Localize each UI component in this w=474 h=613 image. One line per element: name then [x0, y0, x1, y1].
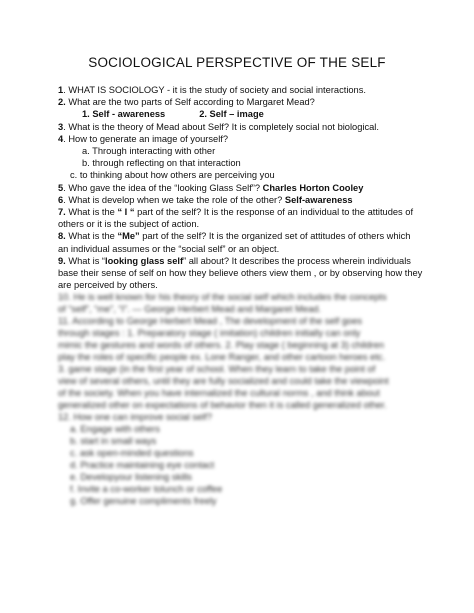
- part-image: 2. Self – image: [199, 109, 264, 120]
- blurred-line: through stages : 1. Preparatory stage ( imitation) children initially can only: [58, 328, 361, 339]
- blurred-line: e. Developyour listening skills: [70, 472, 192, 483]
- blurred-line: g. Offer genuine compliments freely: [70, 496, 217, 507]
- self-parts: [58, 108, 423, 120]
- question-8: 8. What is the “Me” part of the self? It is the organized set of attitudes of others which an individual assumes or the “social self” or an object.: [58, 231, 411, 254]
- part-awareness: 1. Self - awareness: [82, 109, 166, 120]
- question-9: 9. What is “looking glass self” all about? It describes the process wherein individuals base their sense of self on how they believe others view them , or by observing how they are perceived by others.: [58, 255, 423, 291]
- blurred-line: of “self”, “me”, “I”. — George Herbert Mead and Margaret Mead.: [58, 304, 321, 315]
- blurred-line: a. Engage with others: [70, 424, 160, 435]
- document-body: [58, 84, 423, 507]
- question-4: 4. How to generate an image of yourself?: [58, 133, 229, 144]
- blurred-line: of the society. When you have internalized the cultural norms , and think about: [58, 388, 380, 399]
- blurred-line: 10. He is well known for his theory of the social self which includes the concepts: [58, 292, 387, 303]
- blurred-line: f. Invite a co-worker tolunch or coffee: [70, 484, 223, 495]
- blurred-line: mimic the gestures and words of others. 2. Play stage ( beginning at 3) children: [58, 340, 385, 351]
- blurred-line: c. ask open-minded questions: [70, 448, 194, 459]
- blurred-line: 12. How one can improve social self?: [58, 412, 212, 423]
- question-5: 5. Who gave the idea of the “looking Glass Self”? Charles Horton Cooley: [58, 182, 364, 193]
- blurred-line: 3. game stage (in the first year of school. When they learn to take the point of: [58, 364, 376, 375]
- blurred-section: [58, 291, 423, 507]
- question-6: 6. What is develop when we take the role of the other? Self-awareness: [58, 194, 353, 205]
- blurred-line: b. start in small ways: [70, 436, 157, 447]
- question-1: 1. WHAT IS SOCIOLOGY - it is the study of society and social interactions.: [58, 85, 366, 95]
- blurred-line: d. Practice maintaining eye contact: [70, 460, 215, 471]
- blurred-line: generalized other on expectations of behavior then it is called generalized other.: [58, 400, 387, 411]
- blurred-line: 11. According to George Herbert Mead , The development of the self goes: [58, 316, 363, 327]
- question-7: 7. What is the “ I “ part of the self? It is the response of an individual to the attitudes of others or it is the subject of action.: [58, 207, 414, 230]
- document-title: SOCIOLOGICAL PERSPECTIVE OF THE SELF: [88, 55, 386, 70]
- question-3: 3. What is the theory of Mead about Self? It is completely social not biological.: [58, 121, 379, 132]
- question-2: 2. What are the two parts of Self according to Margaret Mead?: [58, 97, 315, 108]
- list-item: b. through reflecting on that interaction: [82, 158, 241, 169]
- blurred-line: view of several others, until they are fully socialized and could take the viewpoint: [58, 376, 389, 387]
- list-item: c. to thinking about how others are perceiving you: [70, 170, 275, 181]
- list-item: a. Through interacting with other: [82, 146, 216, 157]
- blurred-line: play the roles of specific people ex. Lone Ranger, and other cartoon heroes etc.: [58, 352, 386, 363]
